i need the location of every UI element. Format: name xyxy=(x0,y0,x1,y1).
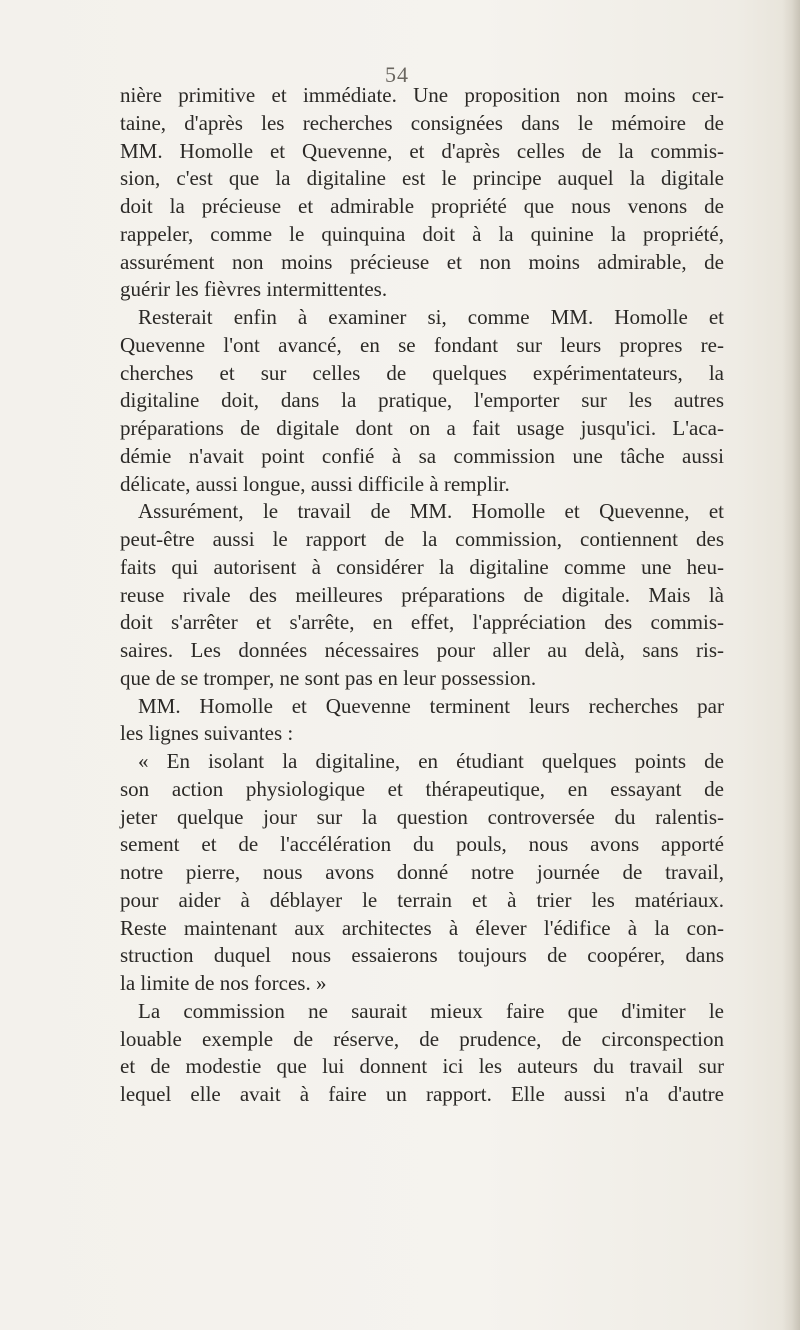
text-line: Quevenne l'ont avancé, en se fondant sur leurs propres re- xyxy=(120,332,724,357)
text-line: pour aider à déblayer le terrain et à trier les matériaux. xyxy=(120,887,724,912)
text-line: cherches et sur celles de quelques expérimentateurs, la xyxy=(120,360,724,385)
text-line: lequel elle avait à faire un rapport. Elle aussi n'a d'autre xyxy=(120,1082,724,1106)
text-line: notre pierre, nous avons donné notre journée de travail, xyxy=(120,860,724,884)
text-line: saires. Les données nécessaires pour aller au delà, sans ris- xyxy=(120,638,724,662)
text-line: faits qui autorisent à considérer la digitaline comme une heu- xyxy=(120,554,724,579)
paragraph-start-line: MM. Homolle et Quevenne terminent leurs recherches par xyxy=(138,693,724,718)
text-line: démie n'avait point confié à sa commission une tâche aussi xyxy=(120,443,724,468)
paragraph-start-line: Resterait enfin à examiner si, comme MM. Homolle et xyxy=(138,305,724,329)
paragraph-start-line: La commission ne saurait mieux faire que d'imiter le xyxy=(138,998,724,1023)
text-line: Reste maintenant aux architectes à élever l'édifice à la con- xyxy=(120,915,724,940)
text-line: louable exemple de réserve, de prudence, de circonspection xyxy=(120,1026,724,1051)
text-line: guérir les fièvres intermittentes. xyxy=(120,277,388,302)
page-number: 54 xyxy=(385,62,409,87)
quote-start-line: « En isolant la digitaline, en étudiant quelques points de xyxy=(138,749,724,773)
text-line: nière primitive et immédiate. Une proposition non moins cer- xyxy=(120,83,724,107)
text-line: rappeler, comme le quinquina doit à la quinine la propriété, xyxy=(120,221,724,246)
text-line: sion, c'est que la digitaline est le principe auquel la digitale xyxy=(120,166,724,191)
text-line: doit la précieuse et admirable propriété que nous venons de xyxy=(120,194,724,218)
text-line: jeter quelque jour sur la question controversée du ralentis- xyxy=(120,804,724,829)
text-line: que de se tromper, ne sont pas en leur possession. xyxy=(120,665,537,690)
text-line: struction duquel nous essaierons toujours de coopérer, dans xyxy=(120,943,724,968)
text-line: délicate, aussi longue, aussi difficile à remplir. xyxy=(120,471,510,496)
text-line: préparations de digitale dont on a fait usage jusqu'ici. L'aca- xyxy=(120,416,724,440)
page-edge-shadow xyxy=(782,0,800,1330)
body-text xyxy=(120,82,724,1109)
text-line: assurément non moins précieuse et non moins admirable, de xyxy=(120,249,724,274)
paragraph-start-line: Assurément, le travail de MM. Homolle et Quevenne, et xyxy=(138,499,724,524)
text-line: reuse rivale des meilleures préparations de digitale. Mais là xyxy=(120,582,724,607)
text-line: peut-être aussi le rapport de la commission, contiennent des xyxy=(120,527,724,551)
text-line: sement et de l'accélération du pouls, nous avons apporté xyxy=(120,832,724,857)
text-line: doit s'arrêter et s'arrête, en effet, l'appréciation des commis- xyxy=(120,610,724,635)
text-line: et de modestie que lui donnent ici les auteurs du travail sur xyxy=(120,1054,724,1079)
text-line: digitaline doit, dans la pratique, l'emporter sur les autres xyxy=(120,388,724,413)
text-line: son action physiologique et thérapeutique, en essayant de xyxy=(120,776,724,801)
text-line: taine, d'après les recherches consignées dans le mémoire de xyxy=(120,110,724,135)
text-line: la limite de nos forces. » xyxy=(120,971,327,995)
text-line: les lignes suivantes : xyxy=(120,721,294,746)
text-line: MM. Homolle et Quevenne, et d'après celles de la commis- xyxy=(120,138,724,163)
